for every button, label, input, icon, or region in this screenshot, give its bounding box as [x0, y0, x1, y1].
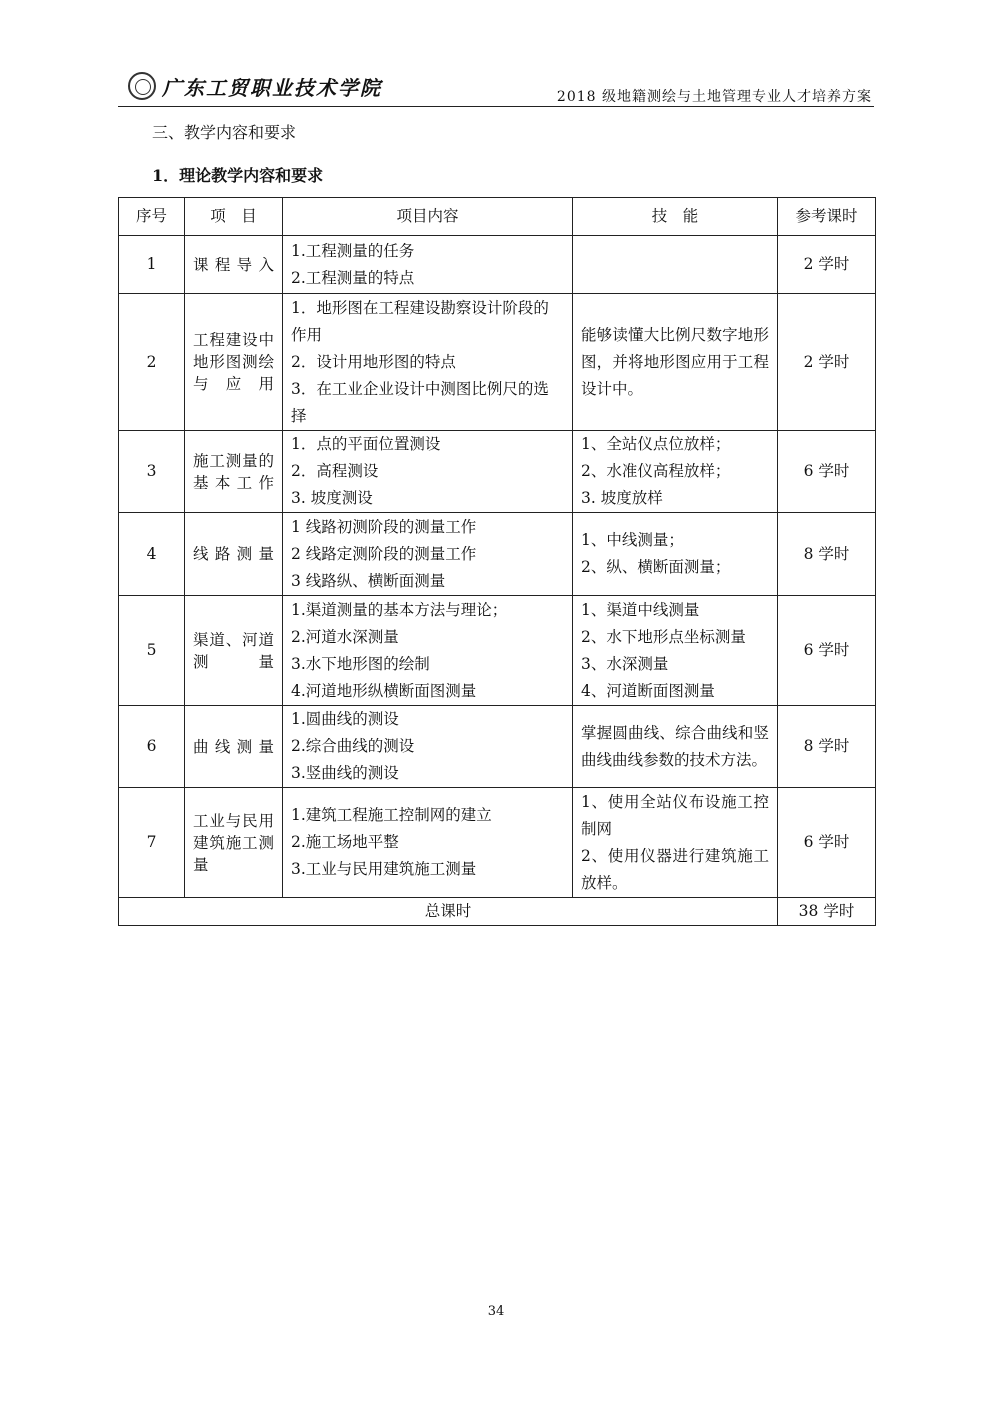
- curriculum-table: [118, 197, 876, 926]
- header-item: 项 目: [185, 198, 283, 236]
- row-number: 2: [119, 294, 185, 431]
- row-skills: [573, 431, 778, 513]
- content-line: 2 线路定测阶段的测量工作: [291, 544, 477, 563]
- row-number: 6: [119, 706, 185, 788]
- row-skills: [573, 513, 778, 596]
- skill-line: 3、水深测量: [581, 654, 669, 673]
- content-line: 1 线路初测阶段的测量工作: [291, 517, 477, 536]
- header-content: 项目内容: [283, 198, 573, 236]
- table-header-row: [119, 198, 876, 236]
- content-line: 2.施工场地平整: [291, 833, 399, 851]
- row-number: 7: [119, 788, 185, 898]
- skill-line: 2、水准仪高程放样；: [581, 462, 731, 480]
- table-row: [119, 788, 876, 898]
- skill-line: 1、中线测量；: [581, 531, 684, 549]
- table-row: [119, 706, 876, 788]
- row-item: 工程建设中地形图测绘与应用: [185, 294, 283, 431]
- content-line: 1.渠道测量的基本方法与理论；: [291, 600, 508, 619]
- content-line: 1．地形图在工程建设勘察设计阶段的作用: [291, 298, 549, 344]
- section-title: 三、教学内容和要求: [152, 123, 297, 142]
- content-line: 1.圆曲线的测设: [291, 710, 399, 728]
- row-skills: [573, 236, 778, 294]
- content-line: 4.河道地形纵横断面图测量: [291, 681, 477, 700]
- school-name: 广东工贸职业技术学院: [162, 76, 382, 100]
- subsection-title: 1．理论教学内容和要求: [152, 166, 324, 185]
- content-line: 2.综合曲线的测设: [291, 737, 415, 755]
- header-skills: 技 能: [573, 198, 778, 236]
- total-row: [119, 898, 876, 926]
- row-skills: [573, 294, 778, 431]
- row-number: 4: [119, 513, 185, 596]
- row-number: 5: [119, 596, 185, 706]
- skill-line: 2、使用仪器进行建筑施工放样。: [581, 846, 769, 892]
- skill-line: 1、使用全站仪布设施工控制网: [581, 792, 769, 838]
- content-line: 2.河道水深测量: [291, 627, 399, 646]
- content-line: 1.建筑工程施工控制网的建立: [291, 806, 492, 824]
- skill-line: 2、水下地形点坐标测量: [581, 627, 746, 646]
- header-hours: 参考课时: [778, 198, 876, 236]
- row-skills: [573, 706, 778, 788]
- table-row: [119, 236, 876, 294]
- row-content: [283, 788, 573, 898]
- skill-line: 掌握圆曲线、综合曲线和竖曲线曲线参数的技术方法。: [581, 723, 769, 769]
- row-item: 曲线测量: [185, 706, 283, 788]
- document-title: 2018 级地籍测绘与土地管理专业人才培养方案: [556, 89, 872, 105]
- skill-line: 能够读懂大比例尺数字地形图，并将地形图应用于工程设计中。: [581, 325, 769, 398]
- table-row: [119, 596, 876, 706]
- row-item: 施工测量的基本工作: [185, 431, 283, 513]
- row-skills: [573, 596, 778, 706]
- row-number: 1: [119, 236, 185, 294]
- row-hours: 2 学时: [778, 236, 876, 294]
- header-num: 序号: [119, 198, 185, 236]
- row-hours: 6 学时: [778, 788, 876, 898]
- content-line: 3.水下地形图的绘制: [291, 654, 430, 673]
- page-number: 34: [487, 1304, 505, 1319]
- row-hours: 8 学时: [778, 706, 876, 788]
- row-item: 线路测量: [185, 513, 283, 596]
- content-line: 2.工程测量的特点: [291, 268, 415, 287]
- total-label: 总课时: [119, 898, 778, 926]
- skill-line: 4、河道断面图测量: [581, 681, 715, 700]
- row-item: 工业与民用建筑施工测量: [185, 788, 283, 898]
- skill-line: 3. 坡度放样: [581, 489, 663, 507]
- content-line: 2．高程测设: [291, 462, 379, 480]
- row-content: [283, 706, 573, 788]
- row-content: [283, 431, 573, 513]
- row-item: 课程导入: [185, 236, 283, 294]
- row-skills: [573, 788, 778, 898]
- content-line: 1．点的平面位置测设: [291, 435, 441, 453]
- content-line: 2．设计用地形图的特点: [291, 352, 456, 371]
- content-line: 3．在工业企业设计中测图比例尺的选择: [291, 379, 549, 425]
- row-hours: 2 学时: [778, 294, 876, 431]
- table-row: [119, 294, 876, 431]
- row-content: [283, 513, 573, 596]
- skill-line: 2、纵、横断面测量；: [581, 558, 731, 576]
- table-row: [119, 431, 876, 513]
- row-hours: 8 学时: [778, 513, 876, 596]
- table-row: [119, 513, 876, 596]
- page-header: [118, 68, 874, 107]
- content-line: 3.工业与民用建筑施工测量: [291, 860, 477, 878]
- row-content: [283, 294, 573, 431]
- content-line: 1.工程测量的任务: [291, 241, 415, 260]
- row-content: [283, 236, 573, 294]
- row-hours: 6 学时: [778, 431, 876, 513]
- content-line: 3.竖曲线的测设: [291, 764, 399, 782]
- skill-line: 1、渠道中线测量: [581, 600, 700, 619]
- school-logo-icon: [128, 72, 156, 100]
- total-hours: 38 学时: [778, 898, 876, 926]
- content-line: 3 线路纵、横断面测量: [291, 571, 446, 590]
- row-content: [283, 596, 573, 706]
- skill-line: 1、全站仪点位放样；: [581, 435, 731, 453]
- row-number: 3: [119, 431, 185, 513]
- row-item: 渠道、河道测量: [185, 596, 283, 706]
- row-hours: 6 学时: [778, 596, 876, 706]
- content-line: 3. 坡度测设: [291, 489, 373, 507]
